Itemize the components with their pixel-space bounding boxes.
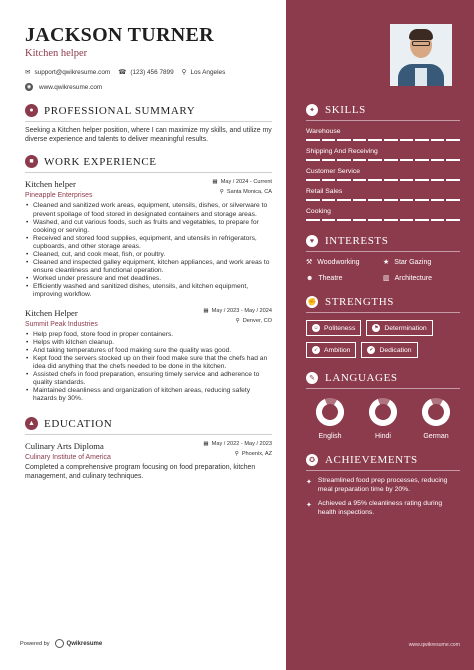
mail-icon: ✉ [25, 69, 31, 76]
phone-icon: ☎ [118, 69, 127, 76]
contact-phone[interactable]: ☎ (123) 456 7899 [118, 68, 174, 76]
contact-email[interactable]: ✉ support@qwikresume.com [25, 68, 111, 76]
achievements-header [306, 454, 460, 466]
trophy-icon: ✪ [306, 454, 318, 466]
speech-bubble-icon: ✎ [306, 372, 318, 384]
lightbulb-icon: ✦ [306, 104, 318, 116]
list-item: • Cleaned and sanitized work areas, equipment, utensils, dishes, or silverware to prevent spoilage of food stored in designated containers and storage areas. [25, 202, 272, 218]
location-pin-icon: ⚲ [181, 69, 187, 76]
pin-icon: ⚲ [235, 317, 240, 324]
globe-icon: ◉ [26, 84, 32, 90]
education-entry [25, 441, 272, 481]
list-item: • Washed, and cut various foods, such as fruits and vegetables, to prepare for cooking or serving. [25, 219, 272, 235]
summary-text: Seeking a Kitchen helper position, where I can maximize my skills, and utilize my diverse experience and talents to deliver meaningful results. [25, 127, 272, 143]
rocket-icon: ➶ [313, 347, 319, 353]
divider [25, 172, 272, 173]
skills-list [306, 128, 460, 221]
contact-location: ⚲ Los Angeles [181, 68, 226, 76]
skill-name: Customer Service [306, 168, 361, 175]
job-meta [203, 308, 272, 328]
education-location: Phoenix, AZ [241, 451, 272, 458]
flag-icon: ⚑ [374, 325, 379, 331]
pin-icon: ⚲ [234, 451, 239, 458]
divider [306, 388, 460, 389]
job-title: Kitchen Helper [25, 307, 78, 318]
list-item: • Received and stored food supplies, equipment, and utensils in refrigerators, cupboards, and other storage areas. [25, 235, 272, 251]
briefcase-icon: ■ [25, 155, 38, 168]
heart-icon: ♥ [306, 235, 318, 247]
interest-item: ⚒ Woodworking [306, 258, 360, 266]
strength-tag: ⚑ Determination [366, 320, 432, 336]
skill-level-bar [306, 199, 460, 201]
skill-level-bar [306, 179, 460, 181]
skill-item [306, 148, 460, 161]
brand-link[interactable]: Qwikresume [66, 640, 103, 647]
divider [306, 251, 460, 252]
school-name: Culinary Institute of America [25, 454, 111, 462]
languages-list [306, 397, 460, 440]
strengths-title: STRENGTHS [325, 296, 394, 308]
calendar-icon: ▦ [203, 441, 209, 448]
job-entry [25, 308, 272, 404]
skill-level-bar [306, 139, 460, 141]
achievements-title: ACHIEVEMENTS [325, 454, 418, 466]
divider [25, 434, 272, 435]
language-level-ring [315, 397, 345, 427]
job-company: Pineapple Enterprises [25, 192, 93, 200]
language-level-ring [421, 397, 451, 427]
sparkle-icon: ✦ [306, 502, 312, 510]
achievement-item: ✦ Streamlined food prep processes, reducing meal preparation time by 20%. [306, 477, 448, 493]
summary-title: PROFESSIONAL SUMMARY [44, 104, 196, 117]
strengths-header [306, 296, 460, 308]
job-entry [25, 179, 272, 299]
divider [25, 121, 272, 122]
skills-title: SKILLS [325, 104, 366, 116]
graduation-cap-icon: ▲ [25, 417, 38, 430]
profile-icon: ● [25, 104, 38, 117]
skill-item [306, 128, 460, 141]
sparkle-icon: ✦ [306, 479, 312, 486]
job-meta [212, 179, 272, 199]
skill-item [306, 208, 460, 221]
calendar-icon: ▦ [212, 179, 218, 186]
skill-name: Warehouse [306, 128, 341, 135]
language-name: English [318, 433, 342, 440]
strength-tag: ☺ Politeness [306, 320, 361, 336]
languages-title: LANGUAGES [325, 372, 398, 384]
achievement-item: ✦ Achieved a 95% cleanliness rating during health inspections. [306, 500, 443, 516]
interests-header [306, 235, 460, 247]
footer-website[interactable]: www.qwikresume.com [408, 642, 460, 648]
job-bullets [25, 331, 272, 404]
languages-header [306, 372, 460, 384]
interests-title: INTERESTS [325, 235, 389, 247]
list-item: • Assisted chefs in food preparation, ensuring timely service and adherence to quality standards. [25, 371, 272, 387]
check-icon: ✔ [369, 347, 374, 353]
skill-level-bar [306, 159, 460, 161]
education-dates: May / 2022 - May / 2023 [211, 441, 272, 448]
theatre-icon: ☻ [306, 274, 314, 282]
skill-name: Retail Sales [306, 188, 343, 195]
qwikresume-logo-icon [55, 639, 64, 648]
smile-icon: ☺ [313, 325, 319, 331]
job-dates: May / 2024 - Current [220, 179, 272, 186]
skill-item [306, 168, 460, 181]
skill-name: Shipping And Receiving [306, 148, 378, 155]
skill-item [306, 188, 460, 201]
profile-photo [390, 24, 452, 86]
skill-level-bar [306, 219, 460, 221]
education-title: EDUCATION [44, 417, 113, 430]
star-icon: ★ [383, 259, 390, 266]
list-item: • And taking temperatures of food making sure the quality was good. [25, 347, 272, 355]
candidate-name: JACKSON TURNER [25, 24, 214, 46]
degree-title: Culinary Arts Diploma [25, 441, 104, 452]
education-meta [203, 441, 272, 461]
job-bullets [25, 202, 272, 299]
sidebar [286, 0, 474, 670]
muscle-icon: ✊ [306, 296, 318, 308]
list-item: • Efficiently washed and sanitized dishes, utensils, and kitchen equipment, improving workflow. [25, 283, 272, 299]
divider [306, 120, 460, 121]
skills-header [306, 104, 460, 116]
strengths-list [306, 320, 460, 358]
education-description: Completed a comprehensive program focusing on food preparation, kitchen management, and culinary techniques. [25, 464, 256, 481]
footer [20, 639, 102, 648]
job-title: Kitchen helper [25, 179, 76, 190]
interest-item: ▥ Architecture [383, 274, 432, 282]
job-company: Summit Peak Industries [25, 320, 98, 328]
list-item: • Worked under pressure and met deadlines. [25, 275, 272, 283]
powered-by-label: Powered by [20, 640, 50, 647]
strength-tag: ➶ Ambition [306, 342, 356, 358]
language-item [361, 397, 405, 440]
interest-item: ☻ Theatre [306, 274, 343, 282]
education-header [25, 417, 272, 430]
interests-list [306, 258, 460, 282]
pin-icon: ⚲ [219, 189, 224, 196]
experience-header [25, 155, 272, 168]
contact-row [25, 68, 272, 76]
language-item [414, 397, 458, 440]
experience-title: WORK EXPERIENCE [44, 155, 157, 168]
summary-header [25, 104, 272, 117]
language-name: Hindi [375, 433, 391, 440]
language-name: German [423, 433, 449, 440]
language-level-ring [368, 397, 398, 427]
candidate-role: Kitchen helper [25, 48, 88, 59]
strength-tag: ✔ Dedication [361, 342, 417, 358]
list-item: • Maintained cleanliness and organization of kitchen areas, reducing safety hazards by 30%. [25, 387, 272, 403]
contact-website[interactable]: ◉ www.qwikresume.com [26, 83, 103, 91]
job-dates: May / 2023 - May / 2024 [211, 307, 272, 314]
language-item [308, 397, 352, 440]
building-icon: ▥ [383, 275, 390, 282]
skill-name: Cooking [306, 208, 331, 215]
list-item: • Help prep food, store food in proper containers. [25, 331, 272, 339]
job-location: Denver, CO [242, 317, 272, 324]
interest-item: ★ Star Gazing [383, 258, 432, 266]
job-location: Santa Monica, CA [226, 189, 272, 196]
list-item: • Helps with kitchen cleanup. [25, 339, 272, 347]
list-item: • Cleaned and inspected galley equipment, kitchen appliances, and work areas to ensure cleanliness and functional operation. [25, 259, 272, 275]
list-item: • Kept food the servers stocked up on their food make sure that the chefs had an idea did anything that the chefs needed to be done in the kitchen. [25, 355, 272, 371]
calendar-icon: ▦ [203, 307, 209, 314]
list-item: • Cleaned, cut, and cook meat, fish, or poultry. [25, 251, 272, 259]
divider [306, 312, 460, 313]
hammer-icon: ⚒ [306, 259, 313, 266]
divider [306, 470, 460, 471]
